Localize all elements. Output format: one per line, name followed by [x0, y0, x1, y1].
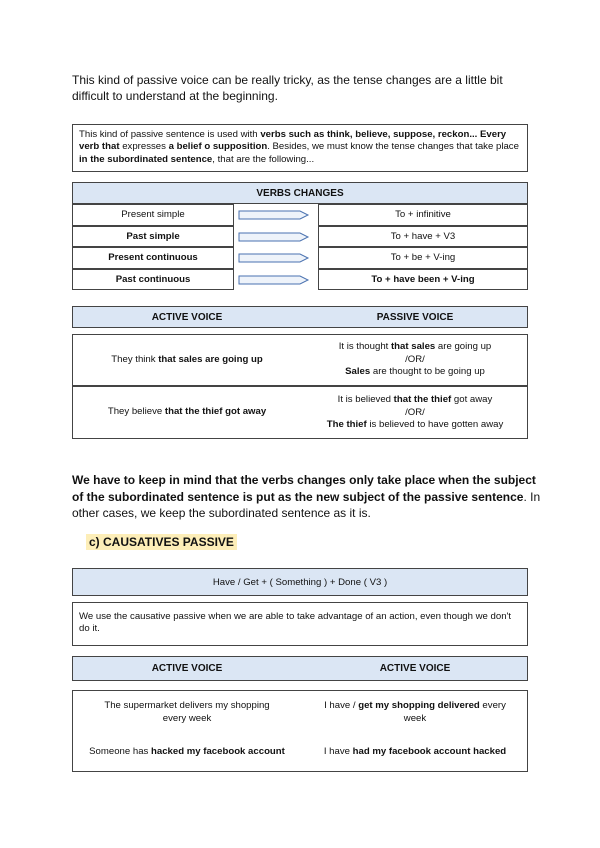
active-text: They believe [107, 406, 165, 417]
verb-change-row [72, 226, 528, 248]
causative-table-header [72, 656, 528, 681]
passive-description-box [72, 124, 528, 172]
passive-voice-header: PASSIVE VOICE [376, 312, 454, 323]
causative-text-bold: had my facebook account hacked [352, 746, 507, 757]
passive-sentence [301, 341, 529, 379]
arrow-right-icon [238, 231, 310, 243]
active-voice-header: ACTIVE VOICE [379, 663, 451, 674]
desc-text: . Besides, we must know the tense changes that take place [267, 141, 519, 153]
causative-text-bold: hacked my facebook account [151, 746, 285, 757]
note-paragraph [72, 472, 542, 522]
active-text-bold: that sales are going up [158, 354, 263, 365]
note-bold: We have to keep in mind that the verbs changes only take place when the subject of the subordinated sentence is put as the new subject of the passive sentence [72, 473, 536, 504]
tense-to: To + infinitive [318, 204, 528, 226]
active-voice-header: ACTIVE VOICE [151, 663, 223, 674]
desc-text: This kind of passive sentence is used with [79, 129, 261, 140]
causative-text: The supermarket delivers my shopping [104, 700, 270, 711]
causative-text: Someone has [89, 746, 152, 757]
tense-from: Past continuous [72, 269, 234, 291]
intro-paragraph: This kind of passive voice can be really tricky, as the tense changes are a little bit difficult to understand at the beginning. [72, 73, 503, 103]
causative-text: I have / [324, 700, 359, 711]
causative-active-sentence [73, 700, 301, 725]
desc-text: expresses [119, 141, 169, 153]
passive-text: It is believed [337, 394, 394, 405]
active-voice-header: ACTIVE VOICE [151, 312, 223, 323]
causative-text: every week [162, 712, 212, 724]
causative-examples-box [72, 690, 528, 772]
passive-text-bold: The thief [326, 419, 367, 430]
tense-to: To + have been + V-ing [318, 269, 528, 291]
passive-sentence [301, 394, 529, 432]
active-sentence [73, 406, 301, 419]
verb-change-row [72, 247, 528, 269]
passive-text: It is thought [338, 341, 391, 352]
arrow-right-icon [238, 252, 310, 264]
causative-text: I have [323, 746, 353, 757]
voice-table-header [72, 306, 528, 328]
causative-text: week [403, 712, 427, 724]
passive-text-bold: Sales [345, 366, 371, 377]
tense-from: Present continuous [72, 247, 234, 269]
verb-change-row [72, 204, 528, 226]
verb-changes-header: VERBS CHANGES [72, 182, 528, 204]
causative-description: We use the causative passive when we are able to take advantage of an action, even though we don't do it. [72, 602, 528, 646]
active-text-bold: that the thief got away [164, 406, 267, 417]
or-separator: /OR/ [405, 406, 425, 418]
tense-to: To + have + V3 [318, 226, 528, 248]
passive-text-bold: that the thief [393, 394, 452, 405]
arrow-right-icon [238, 274, 310, 286]
passive-text: are thought to be going up [370, 366, 485, 377]
desc-bold-subordinated: in the subordinated sentence [79, 153, 213, 165]
voice-example-row [72, 386, 528, 439]
note-rest: . In other cases, we keep the subordinated sentence as it is. [72, 489, 541, 520]
voice-example-row [72, 334, 528, 386]
arrow-right-icon [238, 209, 310, 221]
causative-text: every [479, 700, 506, 711]
passive-text: are going up [435, 341, 492, 352]
tense-from: Present simple [72, 204, 234, 226]
causative-formula: Have / Get + ( Something ) + Done ( V3 ) [72, 568, 528, 596]
causative-passive-sentence [301, 746, 529, 759]
causative-active-sentence [73, 746, 301, 759]
section-title-causative: c) CAUSATIVES PASSIVE [86, 534, 237, 550]
or-separator: /OR/ [405, 353, 425, 365]
verb-changes-table [72, 204, 528, 290]
tense-from: Past simple [72, 226, 234, 248]
desc-bold-belief: a belief o supposition [168, 141, 268, 153]
passive-text-bold: that sales [390, 341, 436, 352]
desc-bold-every-verb: Every verb that [79, 129, 507, 153]
verb-change-row [72, 269, 528, 291]
active-text: They think [111, 354, 159, 365]
causative-passive-sentence [301, 700, 529, 725]
active-sentence [73, 354, 301, 367]
passive-text: is believed to have gotten away [366, 419, 504, 430]
desc-bold-verbs: verbs such as think, believe, suppose, reckon... [260, 129, 478, 140]
passive-text: got away [451, 394, 493, 405]
desc-text: , that are the following... [212, 153, 315, 165]
tense-to: To + be + V-ing [318, 247, 528, 269]
causative-text-bold: get my shopping delivered [358, 700, 480, 711]
